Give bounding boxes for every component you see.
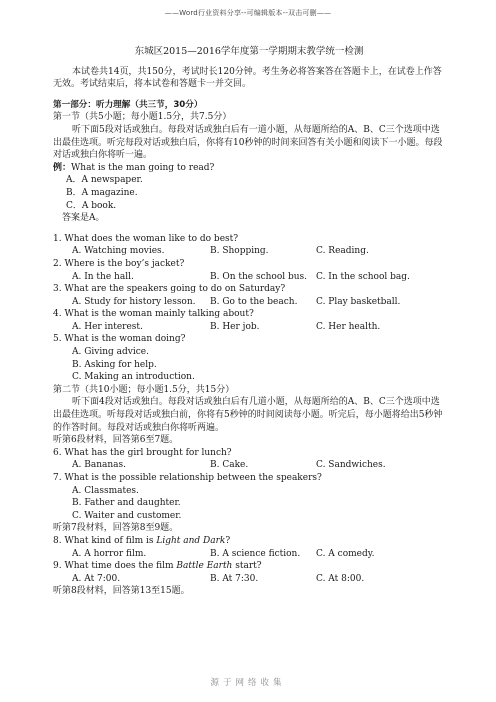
- example-option-a: A．A newspaper.: [66, 175, 143, 186]
- question-6-stem: 6. What has the girl brought for lunch?: [53, 447, 232, 458]
- example-option-c: C．A book.: [66, 200, 117, 211]
- option-b: B. Her job.: [210, 321, 260, 332]
- question-1-stem: 1. What does the woman like to do best?: [53, 233, 239, 244]
- question-8-options: [53, 548, 445, 561]
- question-1-options: [53, 245, 445, 258]
- stem-text-end: start?: [232, 561, 262, 572]
- material-6-note: 听第6段材料，回答第6至7题。: [53, 435, 179, 446]
- material-8-note: 听第8段材料，回答第13至15题。: [53, 586, 190, 597]
- option-a: A. Watching movies.: [72, 246, 165, 257]
- example-label: 例：: [53, 162, 72, 173]
- question-2-stem: 2. Where is the boy’s jacket?: [53, 258, 185, 269]
- option-c: C. Waiter and customer.: [72, 510, 182, 521]
- option-c: C. Reading.: [316, 246, 369, 257]
- stem-text-end: ?: [225, 535, 231, 546]
- option-a: A. A horror film.: [72, 548, 147, 559]
- page-header: ——Word行业资料分享--可编辑版本--双击可删——: [164, 9, 332, 17]
- option-c: C. Making an introduction.: [72, 372, 195, 383]
- option-b: B. Asking for help.: [72, 359, 157, 370]
- document-body: [53, 46, 445, 598]
- example-stem: What is the man going to read?: [71, 162, 215, 173]
- option-a: A. Classmates.: [72, 485, 139, 496]
- option-b: B. On the school bus.: [210, 271, 308, 282]
- question-9-options: [53, 573, 445, 586]
- question-3-stem: 3. What are the speakers going to do on Saturday?: [53, 284, 286, 295]
- option-b: B. Go to the beach.: [210, 296, 298, 307]
- question-4-options: [53, 321, 445, 334]
- question-4-stem: 4. What is the woman mainly talking about?: [53, 309, 254, 320]
- option-c: C. In the school bag.: [316, 271, 410, 282]
- option-c: C. Her health.: [316, 321, 381, 332]
- film-title: Battle Earth: [176, 561, 233, 572]
- stem-text: 8. What kind of film is: [53, 535, 157, 546]
- section1-heading: 第一节（共5小题；每小题1.5分，共7.5分）: [53, 112, 232, 123]
- option-c: C. At 8:00.: [316, 573, 365, 584]
- section2-heading: 第二节（共10小题；每小题1.5分，共15分）: [53, 384, 235, 395]
- option-b: B. At 7:30.: [210, 573, 259, 584]
- section2-instructions: 听下面4段对话或独白。每段对话或独白后有几道小题，从每题所给的A、B、C三个选项中选出最佳选项。听每段对话或独白前，你将有5秒钟的时间阅读每小题。听完后，每小题将给出5秒钟的作答时间。每段对话或独白你将听两遍。: [53, 397, 443, 433]
- question-9-stem: [53, 560, 445, 573]
- option-a: A. Giving advice.: [72, 347, 149, 358]
- part1-heading: 第一部分：听力理解（共三节，30分）: [53, 99, 203, 110]
- option-b: B. Shopping.: [210, 246, 269, 257]
- example-option-b: B．A magazine.: [66, 187, 138, 198]
- option-b: B. A science fiction.: [210, 548, 301, 559]
- option-a: A. Bananas.: [72, 460, 127, 471]
- stem-text: 9. What time does the film: [53, 561, 177, 572]
- film-title: Light and Dark: [156, 535, 226, 546]
- option-c: C. A comedy.: [316, 548, 375, 559]
- question-6-options: [53, 459, 445, 472]
- example-answer: 答案是A。: [62, 213, 105, 224]
- question-7-stem: 7. What is the possible relationship between the speakers?: [53, 473, 322, 483]
- exam-intro: 本试卷共14页，共150分，考试时长120分钟。考生务必将答案答在答题卡上，在试卷上作答无效。考试结束后，将本试卷和答题卡一并交回。: [53, 66, 442, 90]
- option-a: A. Her interest.: [72, 321, 143, 332]
- question-3-options: [53, 296, 445, 309]
- option-a: A. In the hall.: [72, 271, 134, 282]
- question-5-stem: 5. What is the woman doing?: [53, 334, 186, 345]
- exam-title: 东城区2015—2016学年度第一学期期末教学统一检测: [134, 46, 364, 57]
- material-7-note: 听第7段材料，回答第8至9题。: [53, 523, 179, 534]
- example-question: [53, 162, 445, 175]
- question-8-stem: [53, 535, 445, 548]
- option-a: A. At 7:00.: [72, 573, 121, 584]
- option-a: A. Study for history lesson.: [72, 296, 196, 307]
- option-b: B. Cake.: [210, 460, 249, 471]
- question-2-options: [53, 271, 445, 284]
- option-c: C. Play basketball.: [316, 296, 401, 307]
- page-footer: 源于网络收集: [210, 678, 286, 688]
- section1-instructions: 听下面5段对话或独白。每段对话或独白后有一道小题，从每题所给的A、B、C三个选项中选出最佳选项。听完每段对话或独白后，你将有10秒钟的时间来回答有关小题和阅读下一小题。每段对话或独白你将听一遍。: [53, 124, 443, 161]
- option-b: B. Father and daughter.: [72, 498, 181, 509]
- option-c: C. Sandwiches.: [316, 460, 386, 471]
